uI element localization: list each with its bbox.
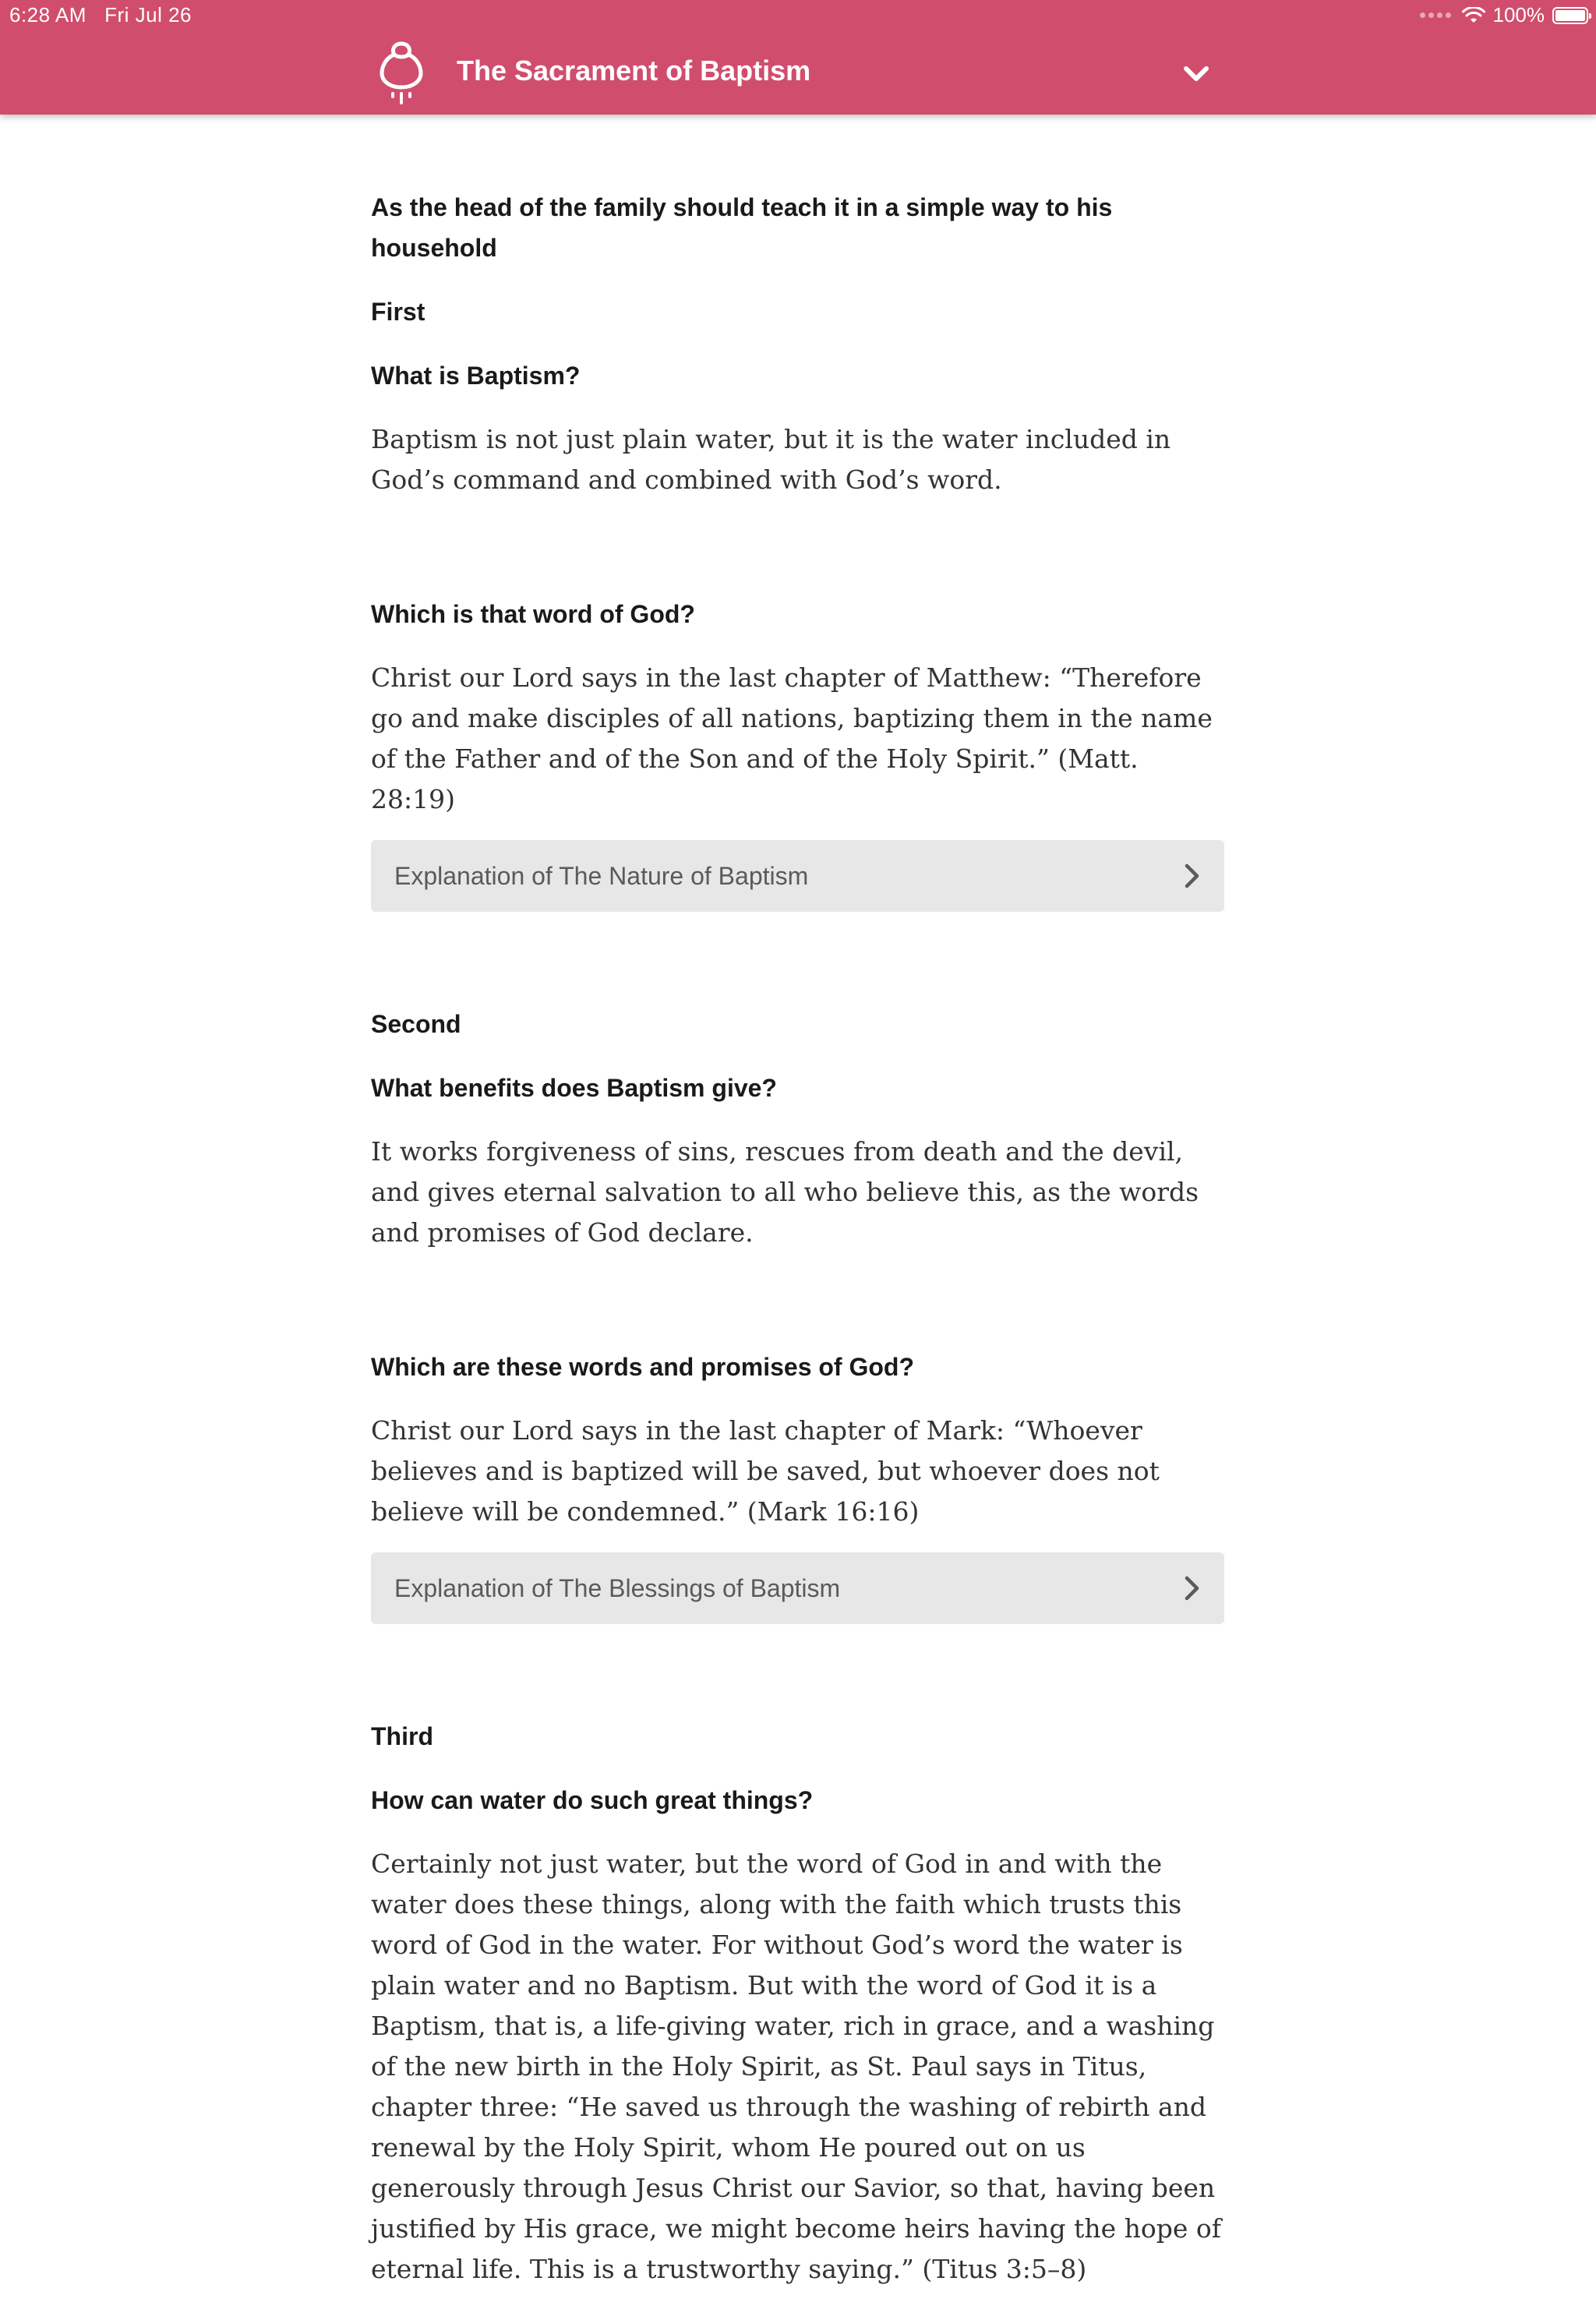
question-which-word: Which is that word of God? — [371, 600, 695, 628]
baptism-shell-logo-icon — [374, 39, 429, 104]
battery-icon — [1552, 7, 1588, 24]
status-time: 6:28 AM — [9, 3, 87, 26]
section-menu-button[interactable] — [1177, 55, 1216, 94]
explanation-blessings-button[interactable] — [371, 1552, 1224, 1624]
chevron-right-icon — [1184, 863, 1201, 889]
answer-benefits: It works forgiveness of sins, rescues from death and the devil, and gives eternal salvation to all who believe this, as the words and promises of God declare. — [371, 1136, 1199, 1248]
section-third-label: Third — [371, 1722, 433, 1750]
battery-percent: 100% — [1492, 3, 1545, 26]
answer-what-is-baptism: Baptism is not just plain water, but it is the water included in God’s command and combined with God’s word. — [371, 424, 1171, 495]
status-bar-time — [9, 3, 192, 27]
chevron-down-icon — [1183, 65, 1209, 83]
section-first-label: First — [371, 298, 425, 326]
catechism-content — [371, 187, 1224, 2313]
wifi-icon — [1462, 7, 1485, 24]
intro-heading: As the head of the family should teach it in a simple way to his household — [371, 193, 1113, 262]
question-what-is-baptism: What is Baptism? — [371, 362, 581, 390]
question-which-promises: Which are these words and promises of God? — [371, 1353, 914, 1381]
explanation-nature-button[interactable] — [371, 840, 1224, 912]
status-date: Fri Jul 26 — [104, 3, 192, 26]
chevron-right-icon — [1184, 1575, 1201, 1601]
cellular-signal-icon — [1420, 12, 1451, 18]
question-benefits: What benefits does Baptism give? — [371, 1074, 777, 1102]
answer-which-word: Christ our Lord says in the last chapter of Matthew: “Therefore go and make disciples of all nations, baptizing them in the name of the Father and of the Son and of the Holy Spirit.” (Matt. 28:19) — [371, 662, 1213, 814]
battery-level — [1555, 10, 1585, 21]
section-second-label: Second — [371, 1010, 461, 1038]
status-bar-indicators — [1420, 3, 1589, 27]
question-how-can-water: How can water do such great things? — [371, 1786, 814, 1814]
top-app-bar — [0, 0, 1596, 115]
explanation-nature-label: Explanation of The Nature of Baptism — [394, 861, 809, 890]
answer-how-can-water: Certainly not just water, but the word of God in and with the water does these things, along with the faith which trusts this word of God in the water. For without God’s word the water is plain water and no Baptism. But with the word of God it is a Baptism, that is, a life-giving water, rich in grace, and a washing of the new birth in the Holy Spirit, as St. Paul says in Titus, chapter three: “He saved us through the washing of rebirth and renewal by the Holy Spirit, whom He poured out on us generously through Jesus Christ our Savior, so that, having been justified by His grace, we might become heirs having the hope of eternal life. This is a trustworthy saying.” (Titus 3:5–8) — [371, 1849, 1221, 2284]
page-title: The Sacrament of Baptism — [457, 55, 811, 87]
explanation-blessings-label: Explanation of The Blessings of Baptism — [394, 1573, 841, 1602]
answer-which-promises: Christ our Lord says in the last chapter of Mark: “Whoever believes and is baptized will be saved, but whoever does not believe will be condemned.” (Mark 16:16) — [371, 1415, 1160, 1527]
